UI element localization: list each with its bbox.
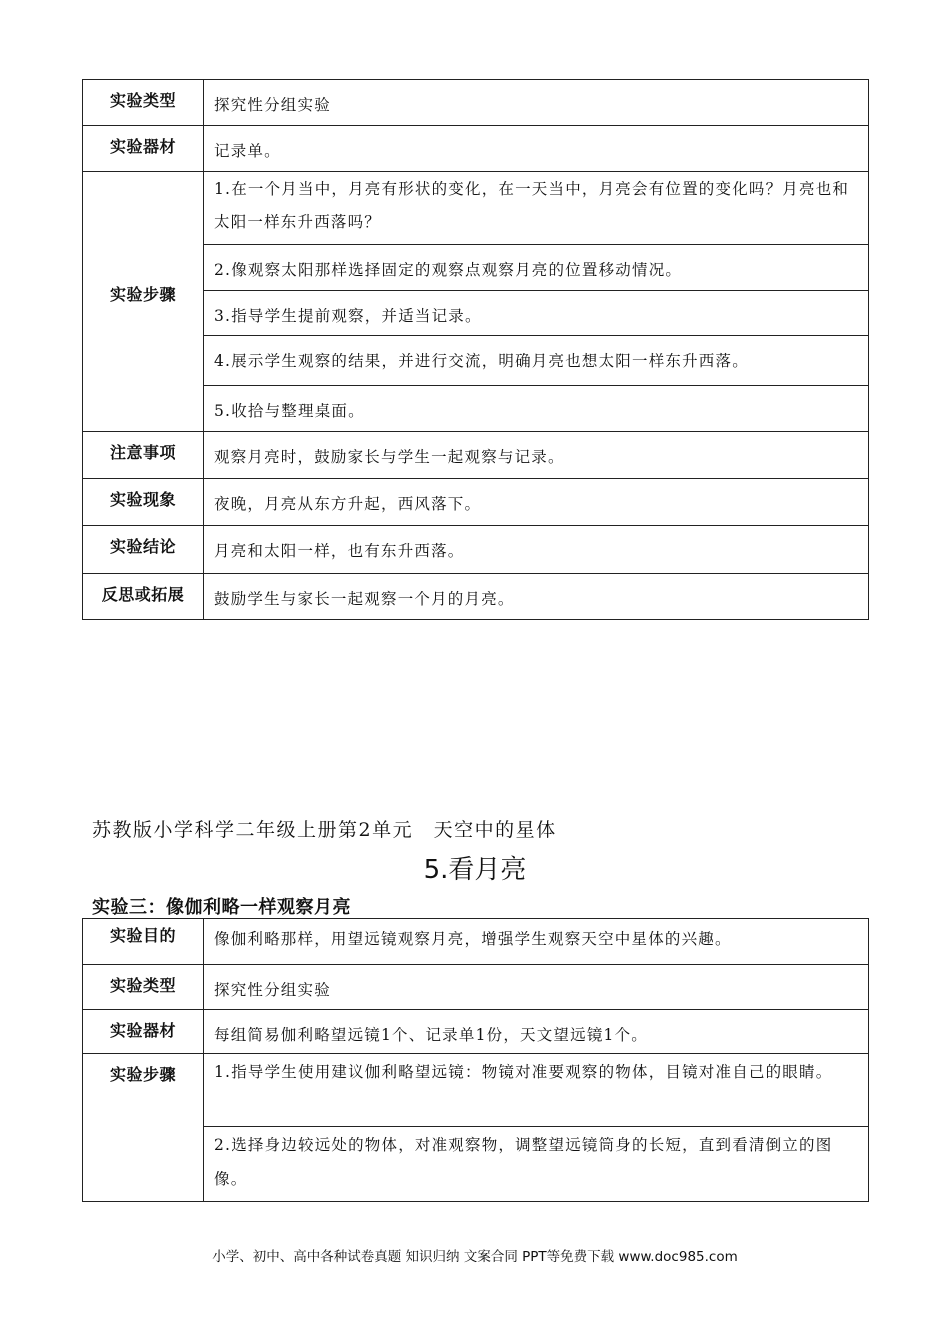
footer-text: 小学、初中、高中各种试卷真题 知识归纳 文案合同 PPT等免费下载 www.doc985.com [212, 1249, 738, 1265]
step-2-2: 2.选择身边较远处的物体，对准观察物，调整望远镜筒身的长短，直到看清倒立的图像。 [204, 1127, 869, 1202]
materials-label-2: 实验器材 [83, 1010, 204, 1054]
reflection-label: 反思或拓展 [83, 574, 204, 620]
row-notes [83, 432, 869, 479]
type-value-2: 探究性分组实验 [204, 965, 869, 1010]
reflection-value: 鼓励学生与家长一起观察一个月的月亮。 [204, 574, 869, 620]
step-2-1: 1.指导学生使用建议伽利略望远镜：物镜对准要观察的物体，目镜对准自己的眼睛。 [204, 1054, 869, 1127]
notes-value: 观察月亮时，鼓励家长与学生一起观察与记录。 [204, 432, 869, 479]
steps-label: 实验步骤 [83, 172, 204, 432]
experiment-table-2 [82, 918, 869, 1202]
row-type-2 [83, 965, 869, 1010]
type-label: 实验类型 [83, 80, 204, 126]
document-subtitle: 苏教版小学科学二年级上册第2单元 天空中的星体 [92, 819, 557, 841]
row-conclusion [83, 526, 869, 574]
notes-label: 注意事项 [83, 432, 204, 479]
purpose-value: 像伽利略那样，用望远镜观察月亮，增强学生观察天空中星体的兴趣。 [204, 919, 869, 965]
steps-label-2: 实验步骤 [83, 1054, 204, 1202]
step-4: 4.展示学生观察的结果，并进行交流，明确月亮也想太阳一样东升西落。 [204, 336, 869, 386]
lesson-title: 5.看月亮 [423, 855, 527, 885]
materials-label: 实验器材 [83, 126, 204, 172]
phenomenon-label: 实验现象 [83, 479, 204, 526]
step-3: 3.指导学生提前观察，并适当记录。 [204, 291, 869, 336]
step-1: 1.在一个月当中，月亮有形状的变化，在一天当中，月亮会有位置的变化吗？月亮也和太阳一样东升西落吗？ [204, 172, 869, 245]
row-reflection [83, 574, 869, 620]
type-label-2: 实验类型 [83, 965, 204, 1010]
step-2: 2.像观察太阳那样选择固定的观察点观察月亮的位置移动情况。 [204, 245, 869, 291]
phenomenon-value: 夜晚，月亮从东方升起，西风落下。 [204, 479, 869, 526]
conclusion-value: 月亮和太阳一样，也有东升西落。 [204, 526, 869, 574]
materials-value-2: 每组简易伽利略望远镜1个、记录单1份，天文望远镜1个。 [204, 1010, 869, 1054]
purpose-label: 实验目的 [83, 919, 204, 965]
materials-value: 记录单。 [204, 126, 869, 172]
row-type [83, 80, 869, 126]
row-purpose [83, 919, 869, 965]
experiment-table-1 [82, 79, 869, 620]
row-phenomenon [83, 479, 869, 526]
row-step-1 [83, 172, 869, 245]
type-value: 探究性分组实验 [204, 80, 869, 126]
conclusion-label: 实验结论 [83, 526, 204, 574]
row-step-2-1 [83, 1054, 869, 1127]
experiment-heading: 实验三：像伽利略一样观察月亮 [92, 897, 351, 918]
step-5: 5.收拾与整理桌面。 [204, 386, 869, 432]
row-materials [83, 126, 869, 172]
row-materials-2 [83, 1010, 869, 1054]
